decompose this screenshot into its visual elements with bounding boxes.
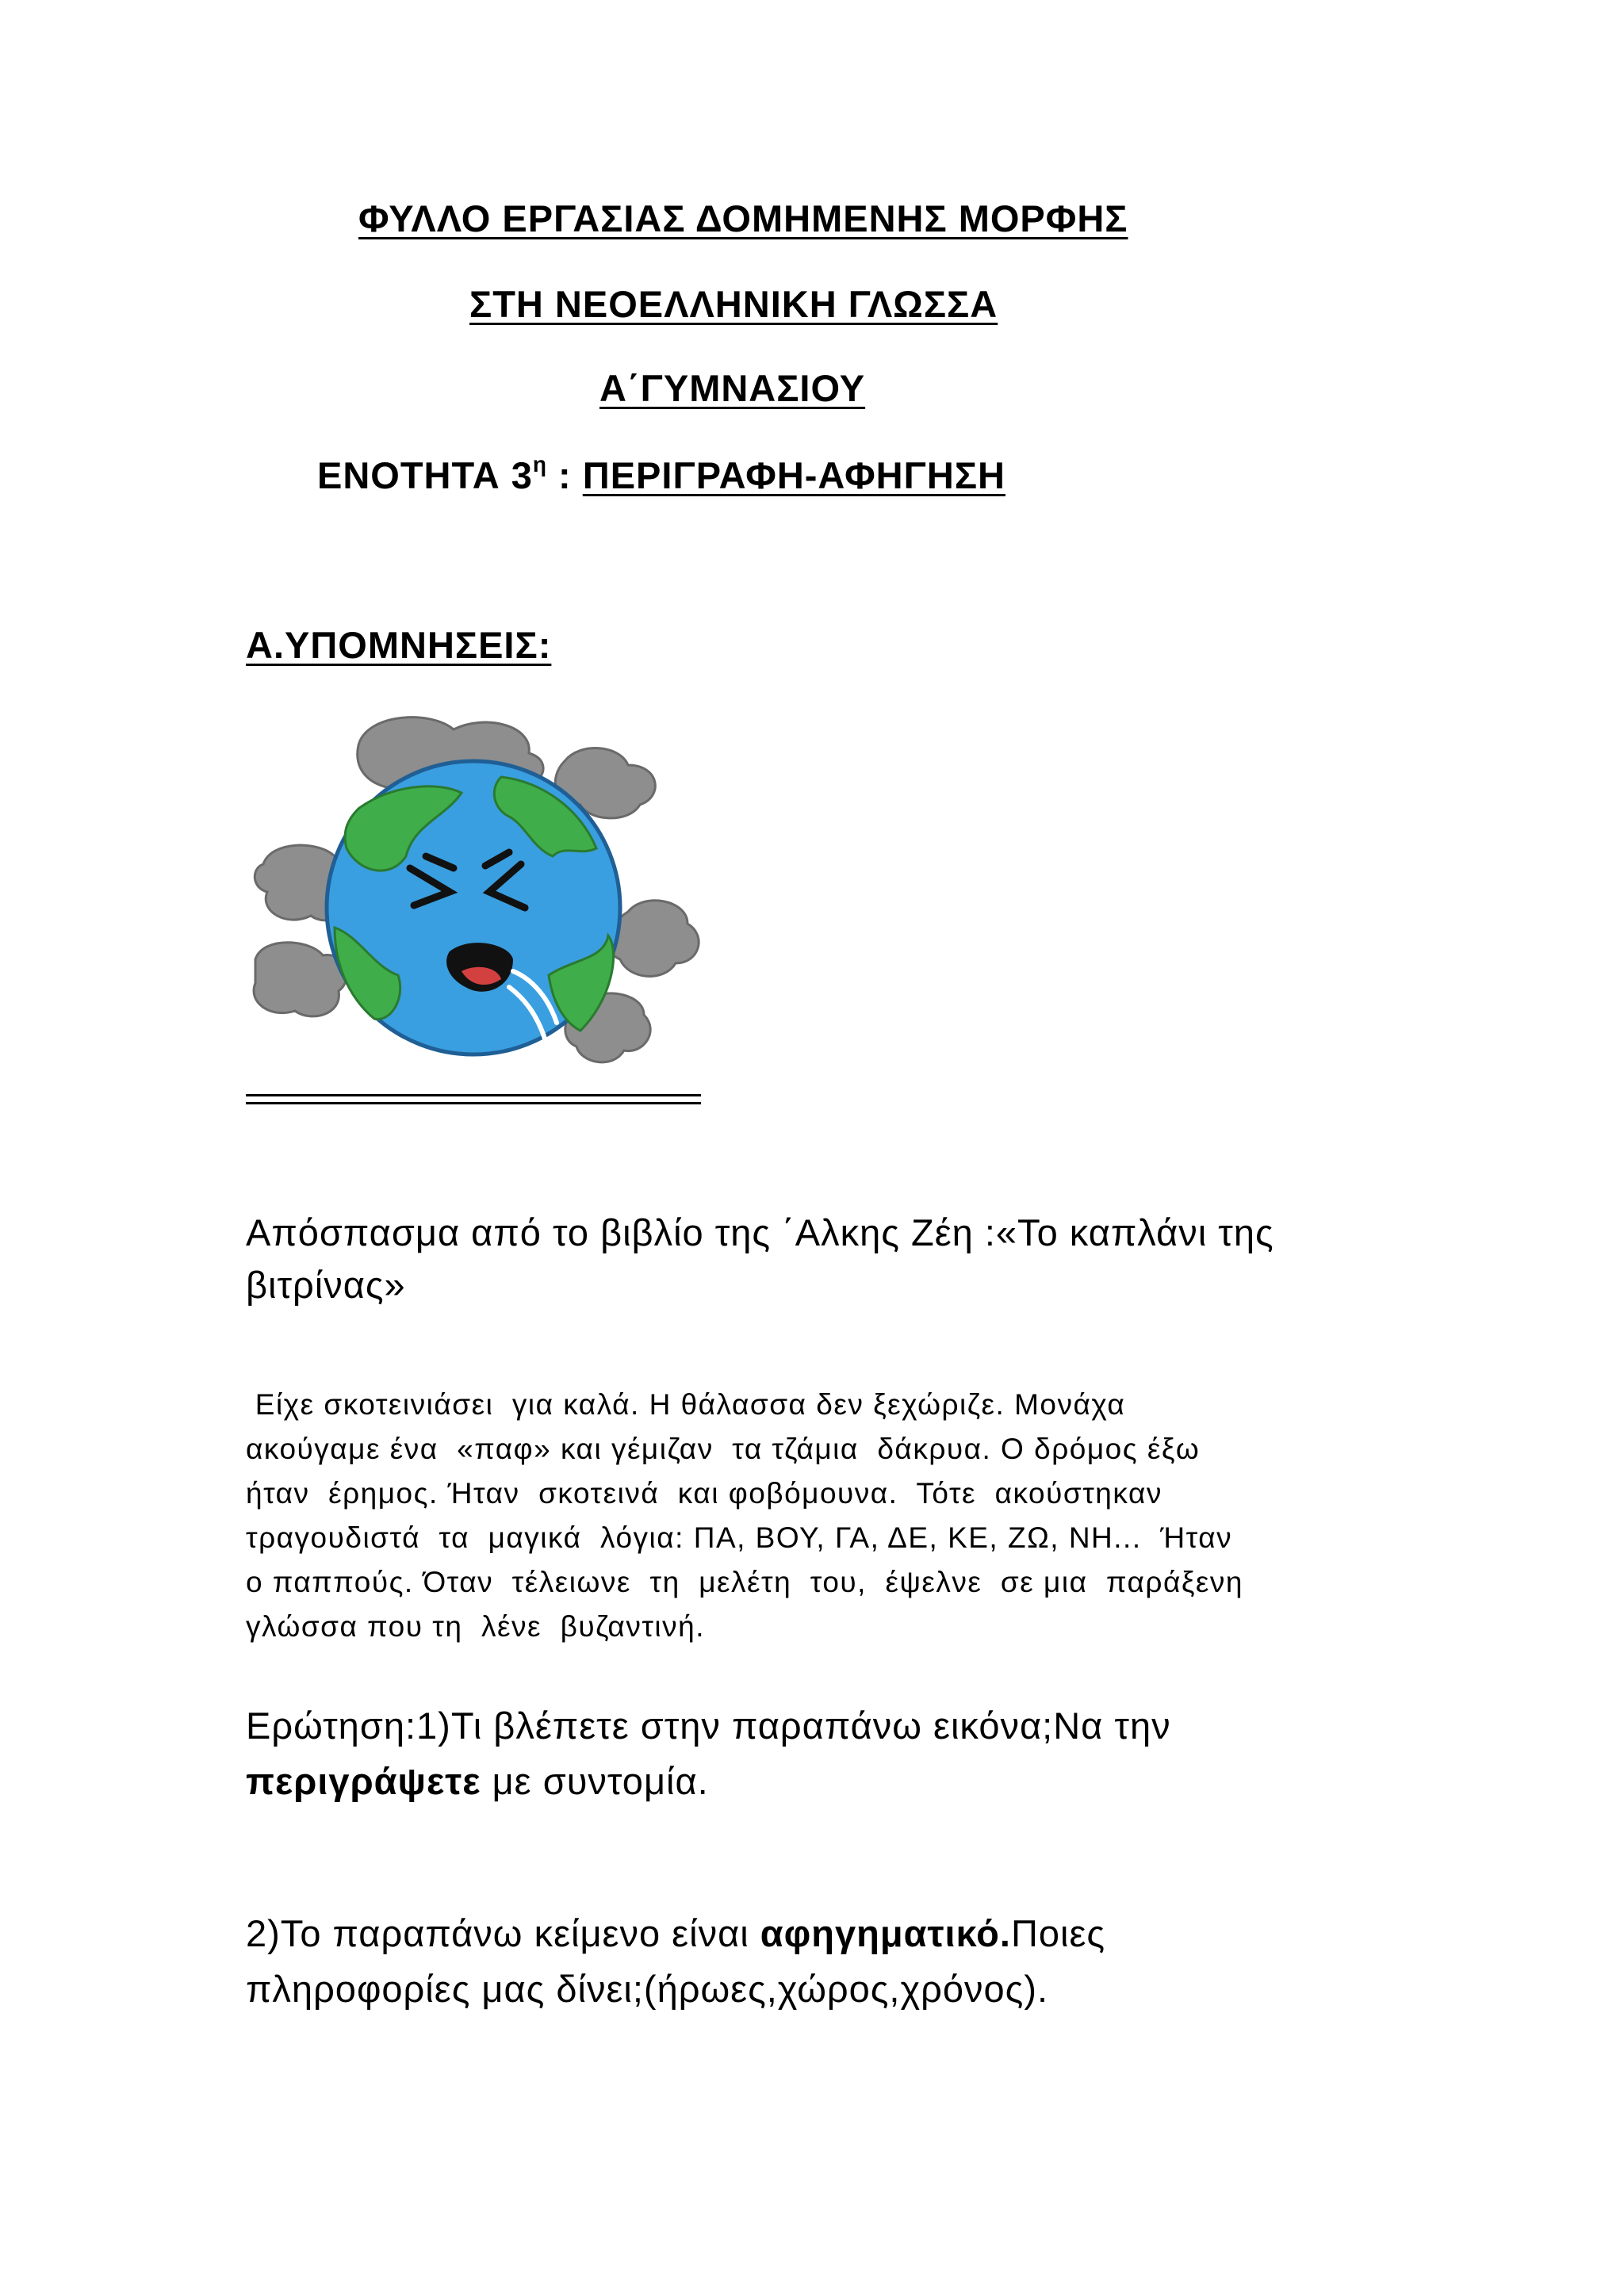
title-line-3: Α΄ΓΥΜΝΑΣΙΟΥ [599, 367, 866, 409]
question-1-line-1: Ερώτηση:1)Τι βλέπετε στην παραπάνω εικόνα;Να την [246, 1705, 1171, 1747]
question-1-line-2 [246, 1754, 1404, 1809]
earth-blowing-wind-icon [247, 698, 707, 1110]
question-2 [246, 1906, 1404, 2017]
question-2-start: 2)Το παραπάνω κείμενο είναι [246, 1912, 760, 1954]
question-2-keyword: αφηγηματικό. [760, 1912, 1011, 1954]
source-line-2: βιτρίνας» [246, 1264, 406, 1306]
unit-label: ΕΝΟΤΗΤΑ 3 [317, 454, 533, 496]
title-line-1: ΦΥΛΛΟ ΕΡΓΑΣΙΑΣ ΔΟΜΗΜΕΝΗΣ ΜΟΡΦΗΣ [358, 197, 1128, 239]
section-a-heading: Α.ΥΠΟΜΝΗΣΕΙΣ: [246, 624, 552, 666]
unit-heading [317, 453, 1005, 497]
unit-ordinal: η [532, 452, 547, 477]
excerpt-line: Είχε σκοτεινιάσει για καλά. Η θάλασσα δεν ξεχώριζε. Μονάχα [246, 1388, 1126, 1421]
excerpt-line: ο παππούς. Όταν τέλειωνε τη μελέτη του, έψελνε σε μια παράξενη [246, 1566, 1243, 1598]
excerpt-line: ήταν έρημος. Ήταν σκοτεινά και φοβόμουνα. Τότε ακούστηκαν [246, 1477, 1162, 1510]
question-1-rest: με συντομία. [481, 1760, 709, 1802]
excerpt-line: γλώσσα που τη λένε βυζαντινή. [246, 1610, 706, 1643]
source-line-1: Απόσπασμα από το βιβλίο της ΄Αλκης Ζέη :«Το καπλάνι της [246, 1211, 1274, 1253]
question-1 [246, 1698, 1404, 1809]
excerpt-line: ακούγαμε ένα «παφ» και γέμιζαν τα τζάμια δάκρυα. Ο δρόμος έξω [246, 1433, 1201, 1465]
question-2-end: Ποιες [1010, 1912, 1106, 1954]
question-1-keyword: περιγράψετε [246, 1760, 481, 1802]
excerpt-paragraph [246, 1338, 1404, 1693]
question-2-line-1 [246, 1906, 1404, 1961]
excerpt-line: τραγουδιστά τα μαγικά λόγια: ΠΑ, ΒΟΥ, ΓΑ, ΔΕ, ΚΕ, ΖΩ, ΝΗ... Ήταν [246, 1521, 1233, 1554]
unit-separator: : [546, 454, 583, 496]
title-line-2: ΣΤΗ ΝΕΟΕΛΛΗΝΙΚΗ ΓΛΩΣΣΑ [469, 283, 998, 325]
unit-topic: ΠΕΡΙΓΡΑΦΗ-ΑΦΗΓΗΣΗ [582, 454, 1005, 496]
horizontal-rule [246, 1094, 701, 1104]
question-2-line-2: πληροφορίες μας δίνει;(ήρωες,χώρος,χρόνος). [246, 1968, 1049, 2010]
source-title [246, 1207, 1404, 1311]
